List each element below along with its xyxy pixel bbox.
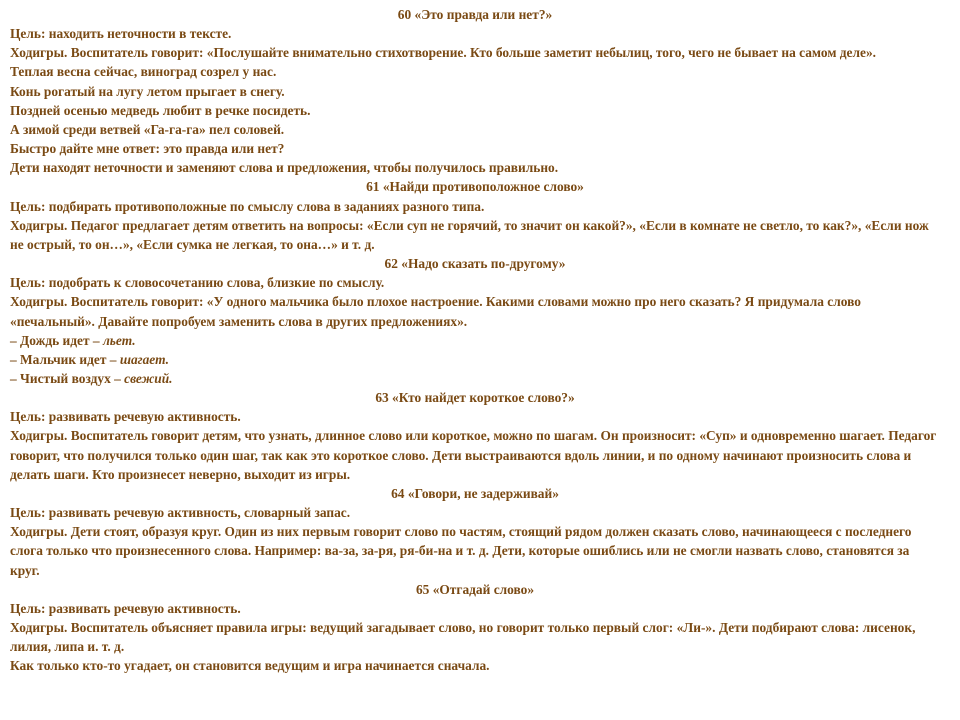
game-62-title: 62 «Надо сказать по-другому» xyxy=(384,256,566,272)
course-label: Ход xyxy=(10,45,33,61)
example-phrase: – Чистый воздух – xyxy=(10,370,125,386)
course-text: игры. Воспитатель объясняет правила игры: ведущий загадывает слово, но говорит только первый слог: «Ли-». Дети подбирают слова: лисенок, лилия, липа и. т. д. xyxy=(10,620,916,655)
example-phrase: – Мальчик идет – xyxy=(10,351,120,367)
example-phrase: – Дождь идет – xyxy=(10,332,103,348)
game-63-goal xyxy=(10,407,940,426)
goal-label: Цель xyxy=(10,600,41,616)
course-label: Ход xyxy=(10,428,33,444)
course-text: игры. Воспитатель говорит: «Послушайте внимательно стихотворение. Кто больше заметит небылиц, того, чего не бывает на самом деле». xyxy=(32,45,877,61)
game-63-title: 63 «Кто найдет короткое слово?» xyxy=(375,390,575,406)
goal-label: Цель xyxy=(10,409,41,425)
goal-label: Цель xyxy=(10,198,41,214)
course-label: Ход xyxy=(10,524,33,540)
game-61-goal xyxy=(10,197,940,216)
course-text: игры. Воспитатель говорит: «У одного мальчика было плохое настроение. Какими словами можно про него сказать? Я придумала слово «печальный». Давайте попробуем заменить слова в других предложениях». xyxy=(10,294,861,329)
game-62-course xyxy=(10,292,940,330)
goal-label: Цель xyxy=(10,26,41,42)
game-65-closing: Как только кто-то угадает, он становится ведущим и игра начинается сначала. xyxy=(10,658,490,674)
course-label: Ход xyxy=(10,294,33,310)
example-answer: свежий. xyxy=(124,370,173,386)
game-64-title: 64 «Говори, не задерживай» xyxy=(391,485,559,501)
poem-line: А зимой среди ветвей «Га-га-га» пел соловей. xyxy=(10,121,285,137)
game-64-course xyxy=(10,522,940,579)
example-answer: шагает. xyxy=(119,351,169,367)
goal-text: : развивать речевую активность. xyxy=(40,600,241,616)
game-60-title: 60 «Это правда или нет?» xyxy=(397,7,553,22)
game-62-goal xyxy=(10,273,940,292)
poem-line: Теплая весна сейчас, виноград созрел у нас. xyxy=(10,64,277,80)
course-label: Ход xyxy=(10,217,33,233)
game-61-title: 61 «Найди противоположное слово» xyxy=(366,179,584,195)
game-65-title: 65 «Отгадай слово» xyxy=(415,581,535,597)
goal-text: : подобрать к словосочетанию слова, близкие по смыслу. xyxy=(40,275,385,291)
goal-text: : находить неточности в тексте. xyxy=(40,26,232,42)
game-63-course xyxy=(10,426,940,483)
goal-text: : развивать речевую активность, словарный запас. xyxy=(40,505,351,521)
example-line xyxy=(10,331,940,350)
game-61-course xyxy=(10,216,940,254)
game-60-result: Дети находят неточности и заменяют слова и предложения, чтобы получилось правильно. xyxy=(10,160,559,176)
poem-line: Конь рогатый на лугу летом прыгает в снегу. xyxy=(10,83,285,99)
example-line xyxy=(10,369,940,388)
game-65-goal xyxy=(10,599,940,618)
course-text: игры. Педагог предлагает детям ответить на вопросы: «Если суп не горячий, то значит он какой?», «Если в комнате не светло, то как?», «Если нож не острый, то он…», «Если сумка не легкая, то она…» и т. д. xyxy=(10,217,929,252)
course-text: игры. Дети стоят, образуя круг. Один из них первым говорит слово по частям, стоящий рядом должен сказать слово, начинающееся с последнего слога только что произнесенного слова. Например: ва-за, за-ря, ря-би-на и т. д. Дети, которые ошиблись или не смогли назвать слово, становятся за круг. xyxy=(10,524,912,578)
game-60-goal xyxy=(10,24,940,43)
document-page xyxy=(10,5,940,675)
poem-line: Быстро дайте мне ответ: это правда или нет? xyxy=(10,141,285,157)
goal-text: : развивать речевую активность. xyxy=(40,409,241,425)
poem-line: Поздней осенью медведь любит в речке посидеть. xyxy=(10,102,311,118)
game-60-course xyxy=(10,43,940,62)
course-label: Ход xyxy=(10,620,33,635)
example-line xyxy=(10,350,940,369)
goal-label: Цель xyxy=(10,505,41,521)
game-64-goal xyxy=(10,503,940,522)
example-answer: льет. xyxy=(102,332,136,348)
goal-label: Цель xyxy=(10,275,41,291)
game-65-course xyxy=(10,618,940,656)
goal-text: : подбирать противоположные по смыслу слова в заданиях разного типа. xyxy=(40,198,485,214)
course-text: игры. Воспитатель говорит детям, что узнать, длинное слово или короткое, можно по шагам. Он произносит: «Суп» и одновременно шагает. Педагог говорит, что получился только один шаг, так как это короткое слово. Дети выстраиваются вдоль линии, и по одному начинают произносить слова и делать шаги. Кто произнесет неверно, выходит из игры. xyxy=(10,428,937,482)
